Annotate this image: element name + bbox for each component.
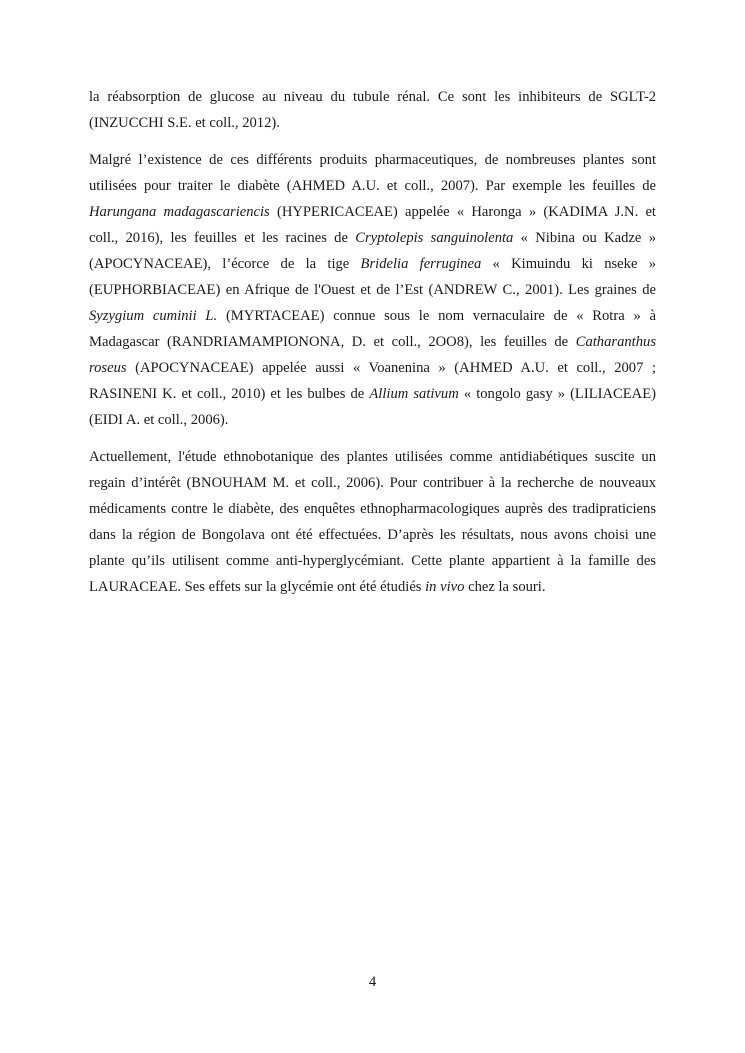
- paragraph: [89, 147, 656, 433]
- text-segment: médicaments contre le diabète, des enquêtes ethnopharmacologiques auprès des tradipraticiens: [89, 501, 656, 517]
- text-line: [89, 84, 656, 110]
- text-line: [89, 381, 656, 407]
- text-segment: (INZUCCHI S.E. et coll., 2012).: [89, 115, 280, 131]
- text-segment: (APOCYNACEAE) appelée aussi « Voanenina » (AHMED A.U. et coll., 2007 ;: [126, 360, 656, 376]
- page-number: 4: [368, 974, 377, 990]
- text-segment: Malgré l’existence de ces différents produits pharmaceutiques, de nombreuses plantes sont: [89, 152, 656, 168]
- text-line: [89, 444, 656, 470]
- text-segment: la réabsorption de glucose au niveau du tubule rénal. Ce sont les inhibiteurs de SGLT-2: [89, 89, 656, 105]
- text-segment: « tongolo gasy » (LILIACEAE): [458, 386, 656, 402]
- text-segment: (EUPHORBIACEAE) en Afrique de l'Ouest et de l’Est (ANDREW C., 2001). Les graines de: [89, 282, 656, 298]
- text-segment: (HYPERICACEAE) appelée « Haronga » (KADIMA J.N. et: [269, 204, 656, 220]
- paragraph: [89, 444, 656, 600]
- text-segment: « Kimuindu ki nseke »: [481, 256, 656, 272]
- text-line: [89, 110, 656, 136]
- paragraph-gap: [89, 136, 656, 147]
- italic-term: in vivo: [425, 579, 465, 595]
- text-line: [89, 548, 656, 574]
- paragraph: [89, 84, 656, 136]
- text-line: [89, 355, 656, 381]
- body-text: [89, 84, 656, 600]
- text-line: [89, 303, 656, 329]
- text-line: [89, 173, 656, 199]
- text-line: [89, 199, 656, 225]
- text-segment: utilisées pour traiter le diabète (AHMED A.U. et coll., 2007). Par exemple les feuilles de: [89, 178, 656, 194]
- text-segment: Madagascar (RANDRIAMAMPIONONA, D. et coll., 2OO8), les feuilles de: [89, 334, 576, 350]
- italic-term: Harungana madagascariencis: [89, 204, 270, 220]
- text-line: [89, 329, 656, 355]
- text-segment: (APOCYNACEAE), l’écorce de la tige: [89, 256, 361, 272]
- text-line: [89, 277, 656, 303]
- text-segment: dans la région de Bongolava ont été effectuées. D’après les résultats, nous avons choisi une: [89, 527, 656, 543]
- text-segment: LAURACEAE. Ses effets sur la glycémie ont été étudiés: [89, 579, 426, 595]
- text-segment: (MYRTACEAE) connue sous le nom vernaculaire de « Rotra » à: [217, 308, 656, 324]
- text-line: [89, 251, 656, 277]
- paragraph-gap: [89, 433, 656, 444]
- italic-term: Catharanthus: [575, 334, 656, 350]
- text-segment: regain d’intérêt (BNOUHAM M. et coll., 2006). Pour contribuer à la recherche de nouveaux: [89, 475, 656, 491]
- italic-term: Bridelia ferruginea: [360, 256, 482, 272]
- text-line: [89, 574, 656, 600]
- text-segment: Actuellement, l'étude ethnobotanique des plantes utilisées comme antidiabétiques suscite un: [89, 449, 656, 465]
- text-segment: « Nibina ou Kadze »: [513, 230, 656, 246]
- italic-term: roseus: [89, 360, 127, 376]
- text-line: [89, 407, 656, 433]
- text-segment: (EIDI A. et coll., 2006).: [89, 412, 229, 428]
- text-segment: plante qu’ils utilisent comme anti-hyperglycémiant. Cette plante appartient à la famille des: [89, 553, 656, 569]
- text-line: [89, 147, 656, 173]
- italic-term: Syzygium cuminii L.: [89, 308, 218, 324]
- text-segment: coll., 2016), les feuilles et les racines de: [89, 230, 356, 246]
- text-line: [89, 470, 656, 496]
- text-segment: RASINENI K. et coll., 2010) et les bulbes de: [89, 386, 370, 402]
- text-line: [89, 522, 656, 548]
- italic-term: Allium sativum: [369, 386, 459, 402]
- text-line: [89, 225, 656, 251]
- text-line: [89, 496, 656, 522]
- italic-term: Cryptolepis sanguinolenta: [355, 230, 514, 246]
- text-segment: chez la souri.: [464, 579, 546, 595]
